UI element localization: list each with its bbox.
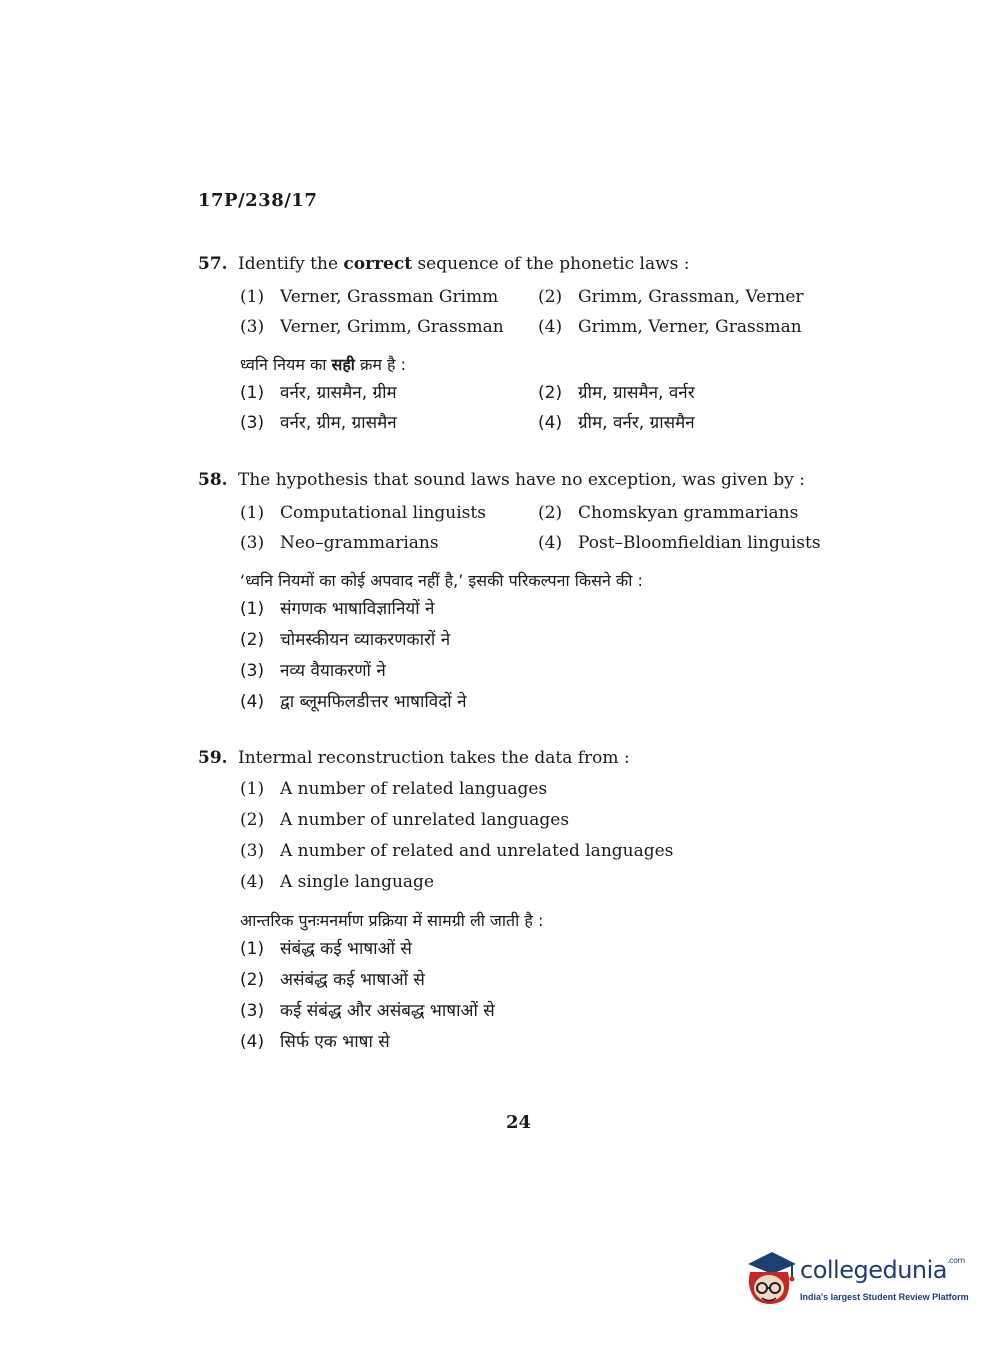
q59-hindi-option-2: (2) असंबंद्ध कई भाषाओं से (240, 970, 425, 990)
q57-hindi-option-2: (2) ग्रीम, ग्रासमैन, वर्नर (538, 383, 695, 403)
question-59-text: 59. Intermal reconstruction takes the data from : (198, 748, 630, 768)
question-57-text: 57. Identify the correct sequence of the phonetic laws : (198, 254, 690, 274)
q59-option-2: (2) A number of unrelated languages (240, 810, 570, 830)
q59-option-4: (4) A single language (240, 872, 435, 892)
question-57-hindi-text: ध्वनि नियम का सही क्रम है : (240, 355, 406, 374)
q58-option-1: (1) Computational linguists (240, 503, 486, 523)
mascot-icon (742, 1248, 800, 1310)
page-number: 24 (506, 1112, 532, 1133)
logo-wordmark: collegedunia$^{.com}$ (800, 1256, 965, 1284)
question-number: 59. (198, 748, 228, 768)
q57-option-4: (4) Grimm, Verner, Grassman (538, 317, 802, 337)
question-59-hindi-text: आन्तरिक पुनःमनर्माण प्रक्रिया में सामग्री ली जाती है : (240, 911, 544, 930)
question-number: 58. (198, 470, 228, 490)
question-58-hindi-text: ‘ध्वनि नियमों का कोई अपवाद नहीं है,’ इसकी परिकल्पना किसने की : (240, 571, 643, 590)
q58-hindi-option-4: (4) द्वा ब्लूमफिलडीत्तर भाषाविदों ने (240, 692, 467, 712)
question-number: 57. (198, 254, 228, 274)
q57-option-1: (1) Verner, Grassman Grimm (240, 287, 499, 307)
q57-hindi-option-1: (1) वर्नर, ग्रासमैन, ग्रीम (240, 383, 397, 403)
q58-hindi-option-2: (2) चोमस्कीयन व्याकरणकारों ने (240, 630, 451, 650)
q57-option-3: (3) Verner, Grimm, Grassman (240, 317, 504, 337)
question-58-text: 58. The hypothesis that sound laws have no exception, was given by : (198, 470, 805, 490)
question-59 (198, 746, 858, 1058)
logo-tagline: India's largest Student Review Platform (800, 1292, 969, 1302)
collegedunia-logo (742, 1248, 970, 1318)
paper-code: 17P/238/17 (198, 190, 318, 211)
q59-option-3: (3) A number of related and unrelated languages (240, 841, 674, 861)
q58-option-3: (3) Neo–grammarians (240, 533, 439, 553)
question-58 (198, 468, 858, 718)
q58-hindi-option-1: (1) संगणक भाषाविज्ञानियों ने (240, 599, 435, 619)
q59-hindi-option-1: (1) संबंद्ध कई भाषाओं से (240, 939, 412, 959)
q59-option-1: (1) A number of related languages (240, 779, 548, 799)
q58-hindi-option-3: (3) नव्य वैयाकरणों ने (240, 661, 386, 681)
q57-hindi-option-3: (3) वर्नर, ग्रीम, ग्रासमैन (240, 413, 397, 433)
q58-option-4: (4) Post–Bloomfieldian linguists (538, 533, 821, 553)
q58-option-2: (2) Chomskyan grammarians (538, 503, 799, 523)
q57-option-2: (2) Grimm, Grassman, Verner (538, 287, 804, 307)
q59-hindi-option-3: (3) कई संबंद्ध और असंबद्ध भाषाओं से (240, 1001, 495, 1021)
question-57 (198, 252, 858, 438)
q57-hindi-option-4: (4) ग्रीम, वर्नर, ग्रासमैन (538, 413, 695, 433)
q59-hindi-option-4: (4) सिर्फ एक भाषा से (240, 1032, 390, 1052)
